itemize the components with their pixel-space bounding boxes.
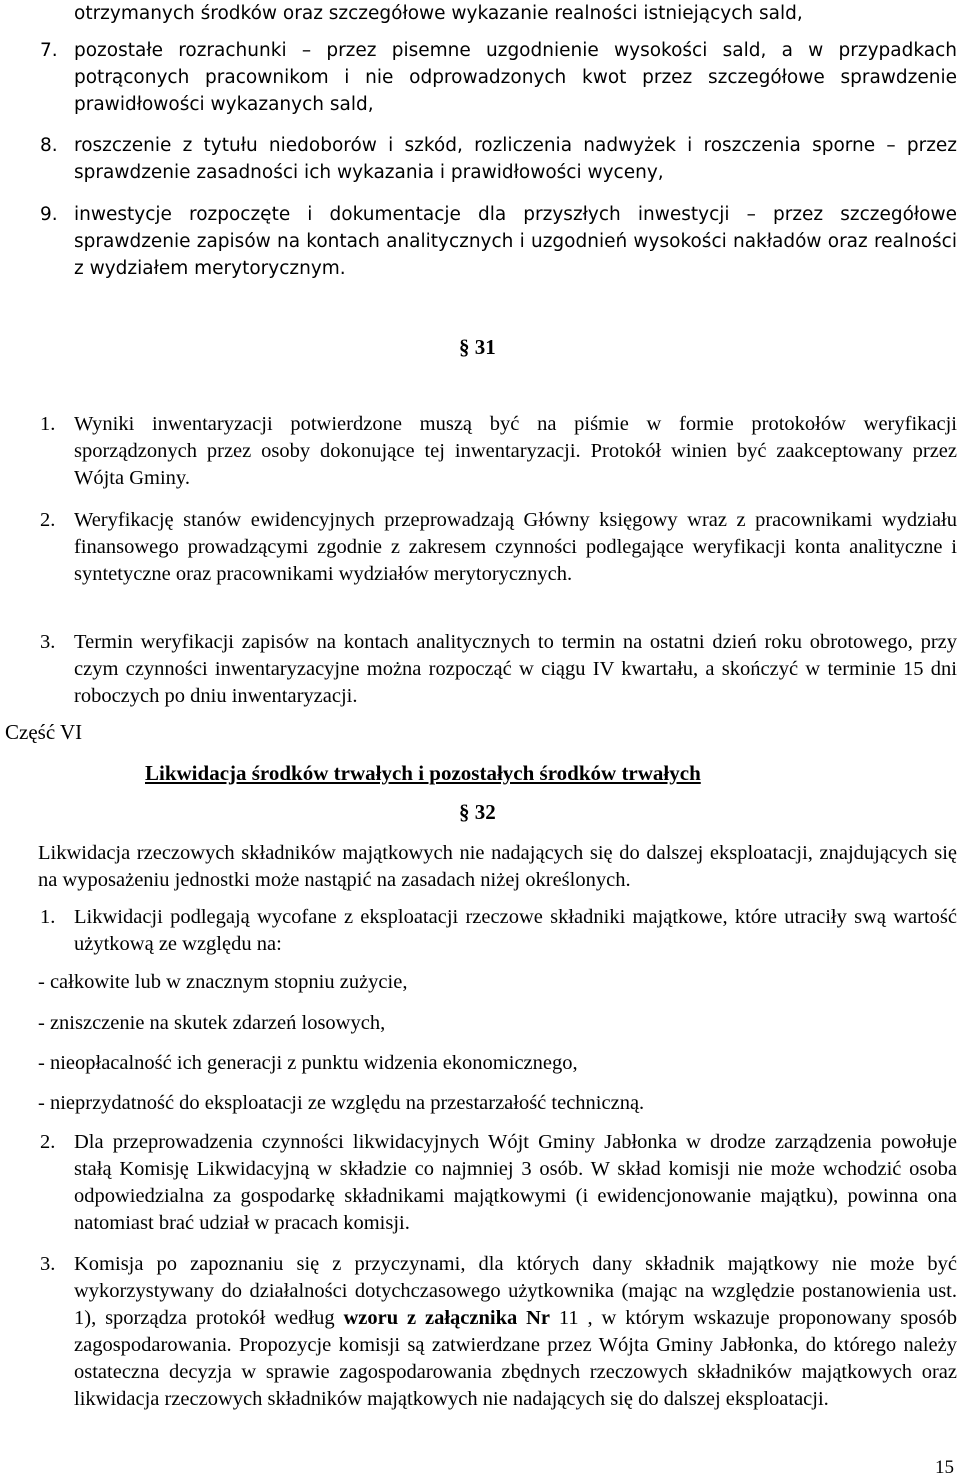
- list-item-text: Weryfikację stanów ewidencyjnych przeprowadzają Główny księgowy wraz z pracownikami wydziału finansowego prowadzącymi zgodnie z zakresem czynności podlegające weryfikacji konta analityczne i syntetyczne oraz pracownikami wydziałów merytorycznych.: [74, 509, 957, 585]
- dash-item: - całkowite lub w znacznym stopniu zużycie,: [38, 971, 408, 993]
- list-number: 2.: [40, 1131, 56, 1153]
- section-heading-31: § 31: [459, 335, 496, 359]
- list-number: 3.: [40, 631, 56, 653]
- section-heading-32: § 32: [459, 800, 496, 824]
- list-item-text: Likwidacji podlegają wycofane z eksploatacji rzeczowe składniki majątkowe, które utraciły swą wartość użytkową ze względu na:: [74, 906, 957, 955]
- list-item-text: Dla przeprowadzenia czynności likwidacyjnych Wójt Gminy Jabłonka w drodze zarządzenia powołuje stałą Komisję Likwidacyjną w składzie co najmniej 3 osób. W skład komisji nie może wchodzić osoba odpowiedzialna za gospodarkę składnikami majątkowymi (i ewidencjonowanie majątku), powinna ona natomiast brać udział w pracach komisji.: [74, 1131, 957, 1234]
- item3-text-bold: wzoru z załącznika Nr: [343, 1307, 551, 1329]
- dash-item: - nieprzydatność do eksploatacji ze względu na przestarzałość techniczną.: [38, 1092, 645, 1114]
- list-number: 8.: [40, 135, 58, 156]
- list-number: 2.: [40, 509, 56, 531]
- continuation-text: otrzymanych środków oraz szczegółowe wykazanie realności istniejących sald,: [74, 3, 803, 24]
- dash-item: - zniszczenie na skutek zdarzeń losowych,: [38, 1012, 386, 1034]
- list-item-text: roszczenie z tytułu niedoborów i szkód, rozliczenia nadwyżek i roszczenia sporne – przez sprawdzenie zasadności ich wykazania i prawidłowości wyceny,: [74, 135, 957, 183]
- part-label: Część VI: [5, 720, 83, 744]
- dash-item: - nieopłacalność ich generacji z punktu widzenia ekonomicznego,: [38, 1052, 578, 1074]
- list-number: 3.: [40, 1253, 56, 1275]
- page-number: 15: [935, 1457, 954, 1478]
- item3-text-after: 11 , w którym wskazuje proponowany sposób zagospodarowania. Propozycje komisji są zatwierdzane przez Wójta Gminy Jabłonka, do którego należy ostateczna decyzja w sprawie zagospodarowania zbędnych rzeczowych składników majątkowych oraz likwidacja rzeczowych składników majątkowych nie nadających się do dalszej eksploatacji.: [74, 1307, 958, 1410]
- list-number: 7.: [40, 40, 58, 61]
- list-number: 1.: [40, 413, 56, 435]
- section-intro: Likwidacja rzeczowych składników majątkowych nie nadających się do dalszej eksploatacji, znajdujących się na wyposażeniu jednostki może nastąpić na zasadach niżej określonych.: [38, 842, 957, 891]
- list-number: 1.: [40, 906, 56, 928]
- list-item-text: inwestycje rozpoczęte i dokumentacje dla przyszłych inwestycji – przez szczegółowe sprawdzenie zapisów na kontach analitycznych i uzgodnień wysokości nakładów oraz realności z wydziałem merytorycznym.: [74, 204, 957, 279]
- list-item-text: Wyniki inwentaryzacji potwierdzone muszą być na piśmie w formie protokołów weryfikacji sporządzonych przez osoby dokonujące tej inwentaryzacji. Protokół winien być zaakceptowany przez Wójta Gminy.: [74, 413, 957, 489]
- list-item-text: pozostałe rozrachunki – przez pisemne uzgodnienie wysokości sald, a w przypadkach potrąconych pracownikom i nie odprowadzonych kwot przez szczegółowe sprawdzenie prawidłowości wykazanych sald,: [74, 40, 957, 115]
- list-number: 9.: [40, 204, 58, 225]
- list-item-text: [74, 1251, 957, 1413]
- part-title: Likwidacja środków trwałych i pozostałych środków trwałych: [145, 761, 701, 785]
- item3-text-before: Komisja po zapoznaniu się z przyczynami, dla których dany składnik majątkowy nie może być wykorzystywany do działalności dotychczasowego użytkownika (mając na względzie postanowienia ust. 1), sporządza protokół według: [74, 1253, 957, 1329]
- list-item-text: Termin weryfikacji zapisów na kontach analitycznych to termin na ostatni dzień roku obrotowego, przy czym czynności inwentaryzacyjne można rozpocząć w ciągu IV kwartału, a skończyć w terminie 15 dni roboczych po dniu inwentaryzacji.: [74, 631, 957, 707]
